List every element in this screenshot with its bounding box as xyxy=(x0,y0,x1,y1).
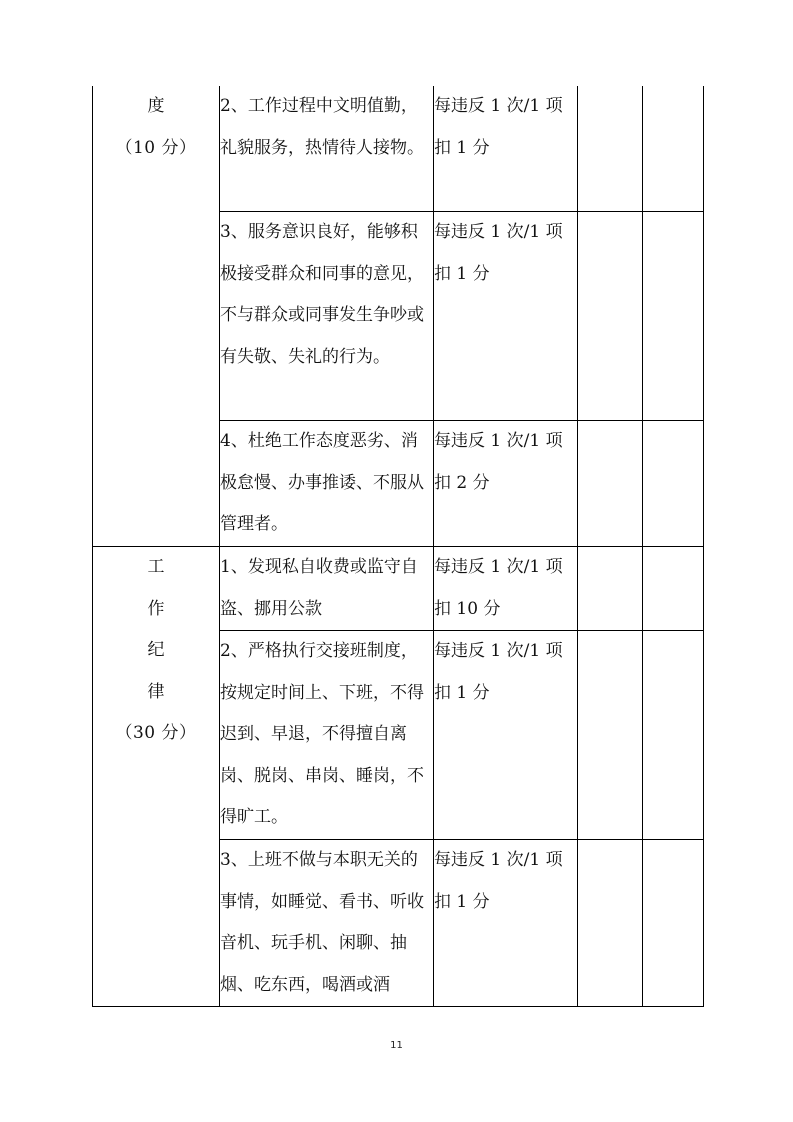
category-char: 作 xyxy=(147,598,165,619)
remark-cell[interactable] xyxy=(643,86,704,212)
requirement-cell: 3、上班不做与本职无关的事情，如睡觉、看书、听收音机、玩手机、闲聊、抽烟、吃东西，喝酒或酒 xyxy=(220,840,434,1007)
table-row xyxy=(93,86,704,212)
requirement-cell: 2、工作过程中文明值勤，礼貌服务，热情待人接物。 xyxy=(220,86,434,212)
requirement-cell: 2、严格执行交接班制度，按规定时间上、下班，不得迟到、早退，不得擅自离岗、脱岗、串岗、睡岗，不得旷工。 xyxy=(220,631,434,840)
remark-cell[interactable] xyxy=(643,421,704,547)
score-cell[interactable] xyxy=(578,631,643,840)
remark-cell[interactable] xyxy=(643,212,704,421)
assessment-table xyxy=(92,86,704,1007)
category-score: （10 分） xyxy=(115,137,197,158)
category-char: 纪 xyxy=(147,640,165,660)
score-cell[interactable] xyxy=(578,547,643,631)
page-number: 11 xyxy=(390,1040,403,1051)
score-cell[interactable] xyxy=(578,421,643,547)
requirement-cell: 1、发现私自收费或监守自盗、挪用公款 xyxy=(220,547,434,631)
remark-cell[interactable] xyxy=(643,631,704,840)
deduction-cell: 每违反 1 次/1 项扣 10 分 xyxy=(434,547,578,631)
score-cell[interactable] xyxy=(578,840,643,1007)
category-label: 度 xyxy=(147,96,165,116)
deduction-cell: 每违反 1 次/1 项扣 1 分 xyxy=(434,86,578,212)
remark-cell[interactable] xyxy=(643,840,704,1007)
category-cell-discipline xyxy=(93,547,220,1007)
category-char: 律 xyxy=(147,681,165,702)
deduction-cell: 每违反 1 次/1 项扣 2 分 xyxy=(434,421,578,547)
score-cell[interactable] xyxy=(578,212,643,421)
score-cell[interactable] xyxy=(578,86,643,212)
category-score: （30 分） xyxy=(115,723,197,743)
deduction-cell: 每违反 1 次/1 项扣 1 分 xyxy=(434,631,578,840)
category-cell-attitude xyxy=(93,86,220,547)
deduction-cell: 每违反 1 次/1 项扣 1 分 xyxy=(434,212,578,421)
requirement-cell: 4、杜绝工作态度恶劣、消极怠慢、办事推诿、不服从管理者。 xyxy=(220,421,434,547)
requirement-cell: 3、服务意识良好，能够积极接受群众和同事的意见，不与群众或同事发生争吵或有失敬、失礼的行为。 xyxy=(220,212,434,421)
remark-cell[interactable] xyxy=(643,547,704,631)
category-char: 工 xyxy=(147,557,165,577)
table-row xyxy=(93,547,704,631)
deduction-cell: 每违反 1 次/1 项扣 1 分 xyxy=(434,840,578,1007)
